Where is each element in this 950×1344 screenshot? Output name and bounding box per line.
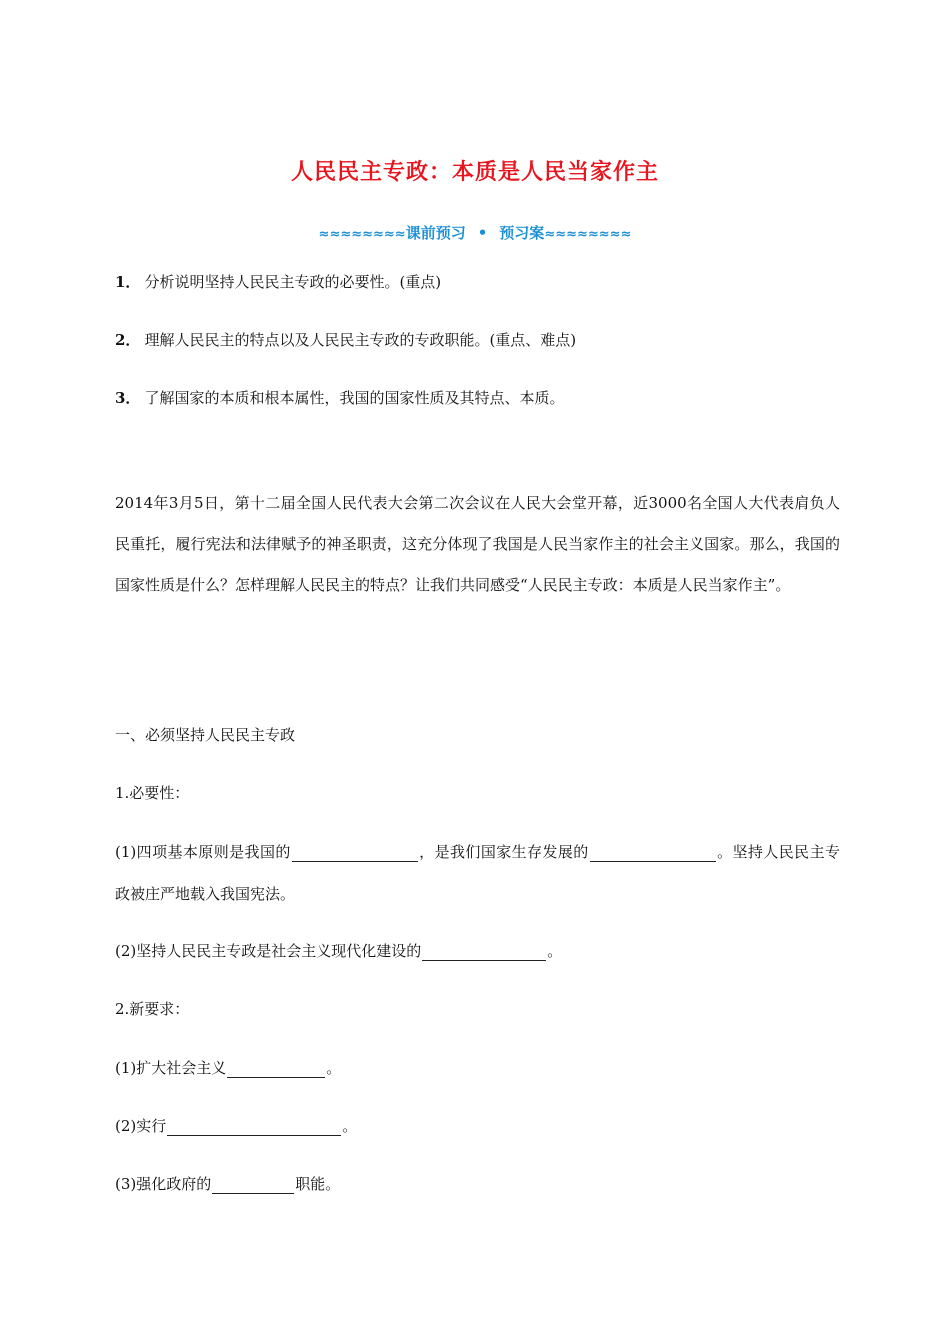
- fill-text: 职能。: [295, 1175, 341, 1193]
- objective-number: 2．: [115, 331, 141, 349]
- objective-number: 3．: [115, 389, 141, 407]
- requirement-item: [115, 1115, 835, 1137]
- fill-text: (2)坚持人民民主专政是社会主义现代化建设的: [115, 942, 422, 960]
- answer-blank[interactable]: [212, 1177, 294, 1194]
- subheading-necessity: 1.必要性：: [115, 784, 190, 802]
- objective-item: [115, 329, 835, 351]
- objective-item: [115, 271, 835, 293]
- fill-text: (3)强化政府的: [115, 1175, 212, 1193]
- section-banner: [0, 222, 950, 246]
- objective-text: 分析说明坚持人民民主专政的必要性。(重点): [144, 273, 442, 291]
- fill-text: 。: [326, 1059, 342, 1077]
- objective-number: 1．: [115, 273, 141, 291]
- fill-text: 。: [342, 1117, 358, 1135]
- intro-paragraph: 2014年3月5日，第十二届全国人民代表大会第二次会议在人民大会堂开幕，近3000名全国人大代表肩负人民重托，履行宪法和法律赋予的神圣职责，这充分体现了我国是人民当家作主的社会主义国家。那么，我国的国家性质是什么？怎样理解人民民主的特点？让我们共同感受“人民民主专政：本质是人民当家作主”。: [115, 494, 840, 594]
- fill-text: ，是我们国家生存发展的: [418, 843, 589, 861]
- fill-text: (1)四项基本原则是我国的: [115, 843, 291, 861]
- answer-blank[interactable]: [590, 845, 716, 862]
- fill-item-1: [115, 831, 840, 915]
- objective-text: 了解国家的本质和根本属性，我国的国家性质及其特点、本质。: [144, 389, 565, 407]
- requirement-item: [115, 1173, 835, 1195]
- banner-label-plan: 预习案: [499, 224, 545, 242]
- answer-blank[interactable]: [422, 944, 546, 961]
- objective-text: 理解人民民主的特点以及人民民主专政的专政职能。(重点、难点): [144, 331, 577, 349]
- objective-item: [115, 387, 835, 409]
- fill-text: 。: [547, 942, 563, 960]
- fill-item-2: [115, 940, 835, 962]
- answer-blank[interactable]: [227, 1061, 325, 1078]
- banner-wave-left: ≈≈≈≈≈≈≈≈: [318, 227, 406, 242]
- fill-text: (2)实行: [115, 1117, 167, 1135]
- fill-text: 。坚持人民民主专政被庄严地载入我国宪法。: [115, 843, 840, 903]
- requirement-item: [115, 1057, 835, 1079]
- section-heading: 一、必须坚持人民民主专政: [115, 726, 296, 744]
- page-title: 人民民主专政：本质是人民当家作主: [290, 160, 659, 185]
- banner-label-preview: 课前预习: [405, 224, 466, 242]
- fill-text: (1)扩大社会主义: [115, 1059, 227, 1077]
- banner-separator: •: [477, 224, 488, 242]
- subheading-requirements: 2.新要求：: [115, 1000, 190, 1018]
- answer-blank[interactable]: [292, 845, 418, 862]
- banner-wave-right: ≈≈≈≈≈≈≈≈: [544, 227, 632, 242]
- answer-blank[interactable]: [167, 1119, 341, 1136]
